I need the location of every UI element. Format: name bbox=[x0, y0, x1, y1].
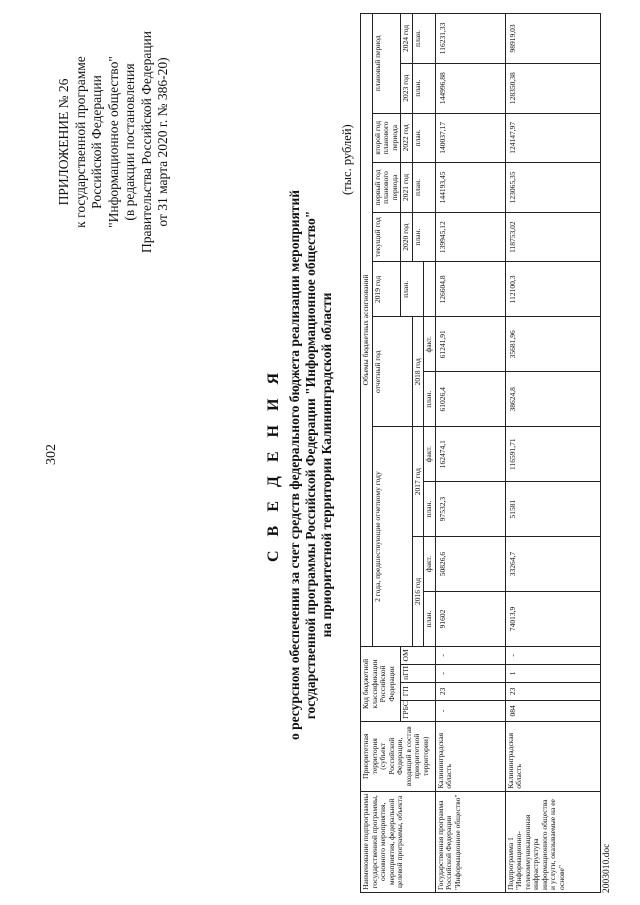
header-code-pgp: пГП bbox=[401, 664, 436, 682]
row-code: - bbox=[505, 646, 600, 664]
appendix-line: Российской Федерации bbox=[89, 75, 104, 209]
row-value: 144193,45 bbox=[435, 163, 505, 213]
header-plan-2021: план. bbox=[412, 163, 435, 213]
header-year-2024: 2024 год bbox=[401, 14, 413, 64]
header-first-plan-year: первый год планового периода bbox=[372, 163, 401, 213]
header-fact-2018: факт. bbox=[424, 317, 436, 372]
header-code-group: Код бюджетной классификации Российской Федерации bbox=[361, 646, 401, 721]
header-code-gp: ГП bbox=[401, 682, 436, 700]
appendix-line: Правительства Российской Федерации bbox=[138, 31, 154, 253]
row-value: 128350,38 bbox=[505, 63, 600, 113]
page-number: 302 bbox=[44, 444, 59, 465]
row-value: 140037,17 bbox=[435, 113, 505, 163]
appendix-line: "Информационное общество" bbox=[105, 56, 121, 228]
header-year-2018: 2018 год bbox=[412, 317, 424, 427]
header-planning-period: плановый период bbox=[372, 14, 401, 114]
row-code: - bbox=[435, 700, 505, 721]
title-heading: С В Е Д Е Н И Я bbox=[265, 367, 282, 563]
row-value: 91602 bbox=[435, 591, 505, 646]
title-line-2: государственной программы Российской Федерации "Информационное общество" bbox=[303, 210, 318, 720]
row-value: 123065,35 bbox=[505, 163, 600, 213]
row-value: 139945,12 bbox=[435, 212, 505, 262]
header-name-cell: Наименование подпрограммы государственной программы, основного мероприятия, мероприятия, федеральной целевой программы, объекта bbox=[361, 791, 436, 892]
row-value: 51581 bbox=[505, 482, 600, 537]
row-value: 50826,6 bbox=[435, 537, 505, 592]
row-value: 97532,3 bbox=[435, 482, 505, 537]
header-code-om: ОМ bbox=[401, 646, 436, 664]
appendix-reference bbox=[56, 7, 172, 277]
file-name-footer: 2003010.doc bbox=[602, 843, 612, 893]
header-reporting-year: отчетный год bbox=[372, 317, 412, 427]
header-current-year: текущий год bbox=[372, 212, 401, 262]
row-value: 61026,4 bbox=[435, 372, 505, 427]
table-row bbox=[435, 14, 505, 893]
header-plan-2022: план. bbox=[412, 113, 435, 163]
row-code: 1 bbox=[505, 664, 600, 682]
title-line-1: о ресурсном обеспечении за счет средств федерального бюджета реализации мероприятий bbox=[287, 190, 302, 740]
header-code-grbs: ГРБС bbox=[401, 700, 436, 721]
header-year-2020: 2020 год bbox=[401, 212, 413, 262]
row-value: 116591,71 bbox=[505, 427, 600, 482]
header-territory-cell: Приоритетная территория (субъект Российской Федерации, входящий в состав приоритетной территории) bbox=[361, 721, 436, 791]
document-title bbox=[265, 145, 335, 785]
header-plan-2017: план. bbox=[424, 482, 436, 537]
resource-table bbox=[360, 13, 601, 893]
row-value: 74013,9 bbox=[505, 591, 600, 646]
appendix-line: от 31 марта 2020 г. № 386-20) bbox=[155, 57, 170, 227]
row-value: 112100,3 bbox=[505, 262, 600, 317]
row-code: - bbox=[435, 646, 505, 664]
row-value: 144996,88 bbox=[435, 63, 505, 113]
header-year-2021: 2021 год bbox=[401, 163, 413, 213]
row-value: 118753,02 bbox=[505, 212, 600, 262]
title-line-3: на приоритетной территории Калининградской области bbox=[319, 292, 334, 638]
header-plan-2024: план. bbox=[412, 14, 435, 64]
row-code: 23 bbox=[435, 682, 505, 700]
table-row bbox=[505, 14, 600, 893]
header-year-2023: 2023 год bbox=[401, 63, 413, 113]
appendix-line: (в редакции постановления bbox=[122, 63, 137, 221]
row-value: 162474,1 bbox=[435, 427, 505, 482]
header-year-2019: 2019 год bbox=[372, 262, 401, 317]
row-code: 23 bbox=[505, 682, 600, 700]
header-year-2016: 2016 год bbox=[412, 537, 424, 647]
table-header-row bbox=[361, 14, 373, 893]
header-plan-2016: план. bbox=[424, 591, 436, 646]
header-plan-2018: план. bbox=[424, 372, 436, 427]
header-volumes-group: Объемы бюджетных ассигнований bbox=[361, 14, 373, 647]
appendix-line: ПРИЛОЖЕНИЕ № 26 bbox=[56, 78, 71, 206]
header-two-years: 2 года, предшествующие отчетному году bbox=[372, 427, 412, 647]
header-plan-2023: план. bbox=[412, 63, 435, 113]
row-name: Подпрограмма 1 "Информационно-телекоммуникационная инфраструктура информационного общества и услуги, оказываемые на ее основе" bbox=[505, 791, 600, 892]
header-fact-2017: факт. bbox=[424, 427, 436, 482]
row-value: 98919,03 bbox=[505, 14, 600, 64]
row-name: Государственная программа Российской Федерации "Информационное общество" bbox=[435, 791, 505, 892]
row-value: 126604,8 bbox=[435, 262, 505, 317]
units-label: (тыс. рублей) bbox=[340, 124, 354, 195]
header-year-2022: 2022 год bbox=[401, 113, 413, 163]
header-year-2017: 2017 год bbox=[412, 427, 424, 537]
header-fact-2016: факт. bbox=[424, 537, 436, 592]
row-value: 116231,33 bbox=[435, 14, 505, 64]
row-territory: Калининградская область bbox=[505, 721, 600, 791]
row-value: 35681,96 bbox=[505, 317, 600, 372]
header-plan-2020: план. bbox=[412, 212, 435, 262]
row-value: 38624,8 bbox=[505, 372, 600, 427]
row-code: 084 bbox=[505, 700, 600, 721]
header-plan-2019: план. bbox=[401, 262, 424, 317]
row-code: - bbox=[435, 664, 505, 682]
row-territory: Калининградская область bbox=[435, 721, 505, 791]
appendix-line: к государственной программе bbox=[72, 56, 88, 228]
header-second-plan-year: второй год планового периода bbox=[372, 113, 401, 163]
row-value: 61241,91 bbox=[435, 317, 505, 372]
row-value: 33264,7 bbox=[505, 537, 600, 592]
row-value: 124147,97 bbox=[505, 113, 600, 163]
